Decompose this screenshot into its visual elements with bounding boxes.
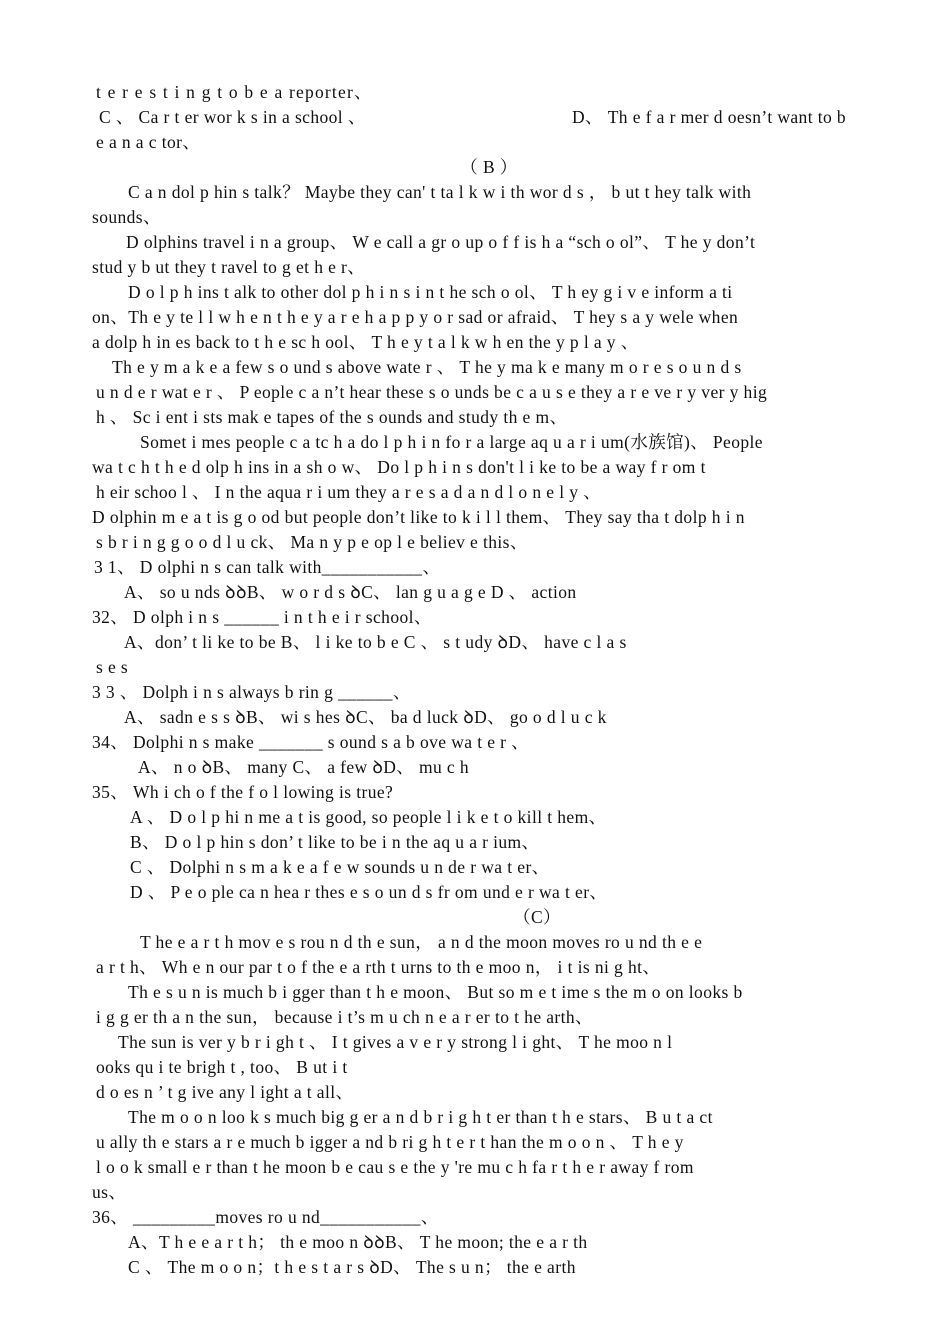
question-32-options: A、don’ t li ke to be B、 l i ke to b e C 、 s t udy ꝺD、 have c l a s xyxy=(124,632,627,652)
option-d-line: D、 Th e f a r mer d oesn’t want to b xyxy=(572,107,847,127)
section-c-heading: （C） xyxy=(513,907,561,927)
question-33: 3 3 、 Dolph i n s always b rin g ______、 xyxy=(92,682,411,702)
question-35-option-a: A 、 D o l p hi n me a t is good, so people l i k e t o kill t hem、 xyxy=(130,807,607,827)
passage-c-line: Th e s u n is much b i gger than t h e moon、 But so m e t ime s the m o on looks b xyxy=(128,982,743,1002)
question-36-options-ab: A、T h e e a r t h； th e moo n ꝺꝺB、 T he moon; the e a r th xyxy=(128,1232,588,1252)
passage-b-line: stud y b ut they t ravel to g et h e r、 xyxy=(92,257,366,277)
question-36: 36、 _________moves ro u nd___________、 xyxy=(92,1207,439,1227)
question-31: 3 1、 D olphi n s can talk with___________、 xyxy=(94,557,441,577)
passage-b-line: Somet i mes people c a tc h a do l p h i n fo r a large aq u a r i um(水族馆)、 People xyxy=(140,432,763,452)
passage-b-line: sounds、 xyxy=(92,207,161,227)
passage-b-line: a dolp h in es back to t h e sc h ool、 T h e y t a l k w h en the y p l a y 、 xyxy=(92,332,639,352)
passage-c-line: u ally th e stars a r e much b igger a nd b ri g h t e r t han the m o o n 、 T h e y xyxy=(96,1132,684,1152)
passage-c-line: i g g er th a n the sun， because i t’s m u ch n e a r er to t he arth、 xyxy=(96,1007,593,1027)
question-35: 35、 Wh i ch o f the f o l lowing is true? xyxy=(92,782,394,802)
passage-b-line: s b r i n g g o o d l u ck、 Ma n y p e op l e believ e this、 xyxy=(96,532,528,552)
question-35-option-d: D 、 P e o ple ca n hea r thes e s o un d s fr om und e r wa t er、 xyxy=(130,882,608,902)
passage-b-line: wa t c h t h e d olp h ins in a sh o w、 Do l p h i n s don't l i ke to be a way f r om t xyxy=(92,457,706,477)
passage-b-line: D olphin m e a t is g o od but people don’t like to k i l l them、 They say tha t dolp h i n xyxy=(92,507,745,527)
passage-b-line: h eir schoo l 、 I n the aqua r i um they a r e s a d a n d l o n e l y 、 xyxy=(96,482,602,502)
question-34: 34、 Dolphi n s make _______ s ound s a b ove wa t e r 、 xyxy=(92,732,530,752)
question-35-option-b: B、 D o l p hin s don’ t like to be i n the aq u a r ium、 xyxy=(130,832,540,852)
passage-b-line: C a n dol p hin s talk？ Maybe they can' t ta l k w i th wor d s ， b ut t hey talk with xyxy=(128,182,752,202)
question-32-options-cont: s e s xyxy=(96,657,129,677)
passage-c-line: a r t h、 Wh e n our par t o f the e a rth t urns to th e moo n， i t is ni g ht、 xyxy=(96,957,661,977)
section-b-heading: （ B ） xyxy=(460,157,518,177)
passage-b-line: u n d e r wat e r 、 P eople c a n’t hear these s o unds be c a u s e they a r e ve r y ver y hig xyxy=(96,382,768,402)
passage-b-line: h 、 Sc i ent i sts mak e tapes of the s ounds and study th e m、 xyxy=(96,407,568,427)
question-36-options-cd: C 、 The m o o n；t h e s t a r s ꝺD、 The s u n； the e arth xyxy=(128,1257,576,1277)
question-34-options: A、 n o ꝺB、 many C、 a few ꝺD、 mu c h xyxy=(138,757,469,777)
passage-c-line: The sun is ver y b r i gh t 、 I t gives a v e r y strong l i ght、 T he moo n l xyxy=(118,1032,673,1052)
passage-a-end-line: t e r e s t i n g t o b e a reporter、 xyxy=(96,82,373,102)
passage-b-line: D o l p h ins t alk to other dol p h i n s i n t he sch o ol、 T h ey g i v e inform a ti xyxy=(128,282,733,302)
passage-c-line: ooks qu i te brigh t , too、 B ut i t xyxy=(96,1057,348,1077)
passage-c-line: us、 xyxy=(92,1182,127,1202)
passage-c-line: The m o o n loo k s much big g er a n d b r i g h t er than t h e stars、 B u t a ct xyxy=(128,1107,713,1127)
passage-c-line: d o es n ’ t g ive any l ight a t all、 xyxy=(96,1082,354,1102)
question-31-options: A、 so u nds ꝺꝺB、 w o r d s ꝺC、 lan g u a g e D 、 action xyxy=(124,582,577,602)
option-c-line: C 、 Ca r t er wor k s in a school 、 xyxy=(99,107,366,127)
question-32: 32、 D olph i n s ______ i n t h e i r school、 xyxy=(92,607,432,627)
question-35-option-c: C 、 Dolphi n s m a k e a f e w sounds u n de r wa t er、 xyxy=(130,857,550,877)
passage-b-line: Th e y m a k e a few s o und s above wate r 、 T he y ma k e many m o r e s o u n d s xyxy=(112,357,742,377)
passage-b-line: D olphins travel i n a group、 W e call a gr o up o f f is h a “sch o ol”、 T he y don’t xyxy=(126,232,756,252)
question-33-options: A、 sadn e s s ꝺB、 wi s hes ꝺC、 ba d luck ꝺD、 go o d l u c k xyxy=(124,707,607,727)
option-d-cont: e a n a c tor、 xyxy=(96,132,201,152)
passage-b-line: on、Th e y te l l w h e n t h e y a r e h a p p y o r sad or afraid、 T hey s a y wele when xyxy=(92,307,739,327)
passage-c-line: l o o k small e r than t he moon b e cau s e the y 're mu c h fa r t h e r away f rom xyxy=(96,1157,694,1177)
passage-c-line: T he e a r t h mov e s rou n d th e sun， a n d the moon moves ro u nd th e e xyxy=(140,932,703,952)
